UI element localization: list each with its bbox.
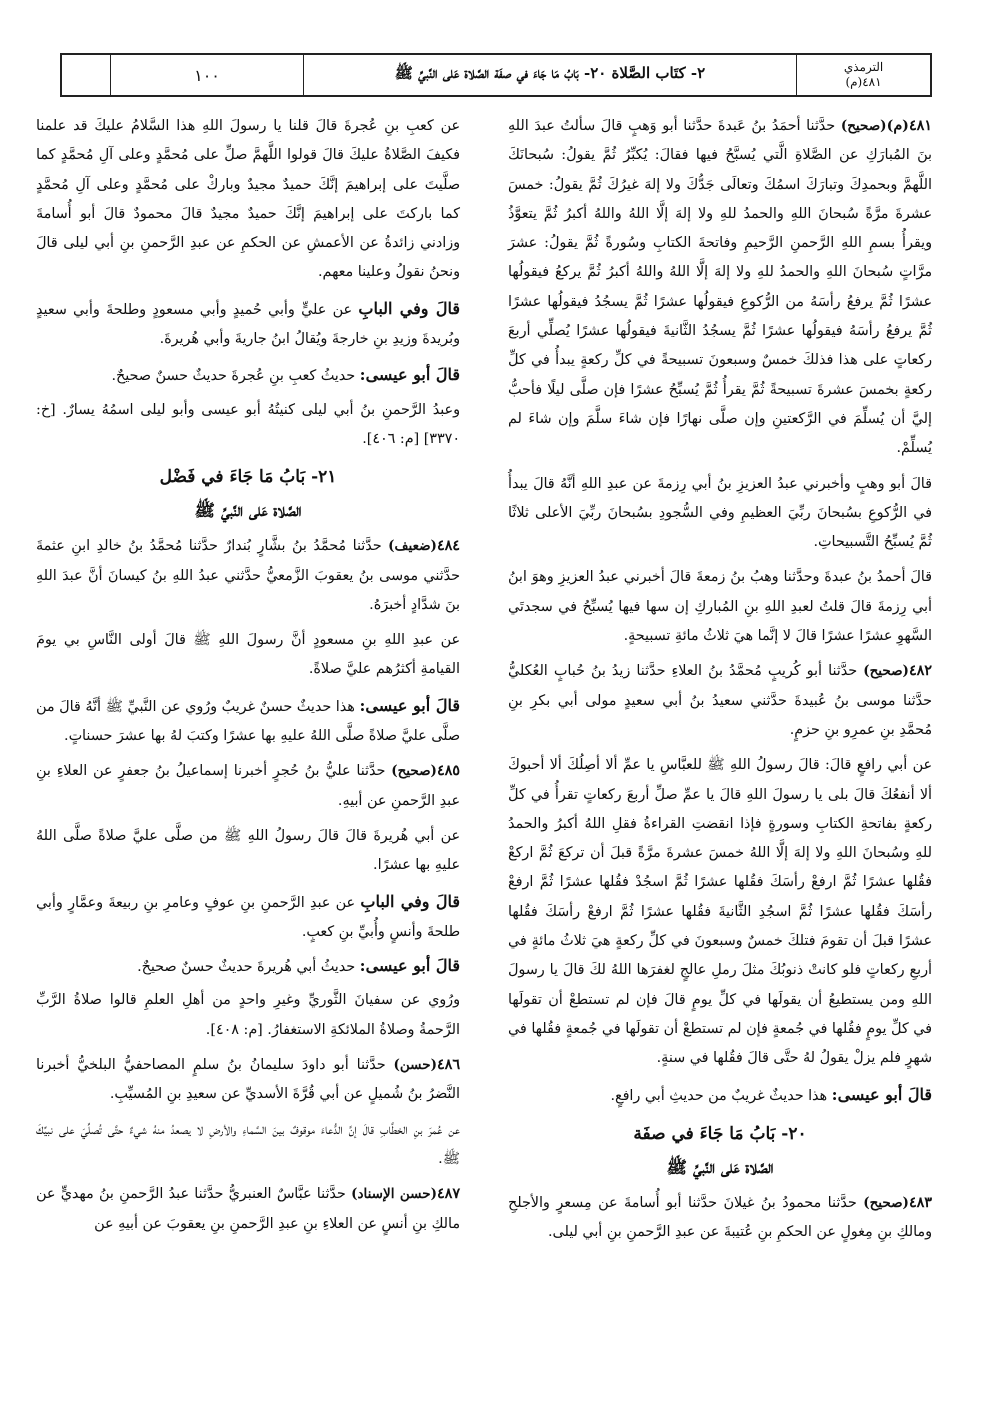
hadith-grade: (صحيح) <box>863 663 909 680</box>
hadith-grade: (ضعيف) <box>388 538 437 555</box>
hadith-number: ٤٨٢ <box>908 663 932 680</box>
hadith-482 <box>508 657 932 745</box>
abu-isa-label: قالَ أبو عيسى: <box>359 695 460 715</box>
abu-isa-label: قالَ أبو عيسى: <box>831 1084 932 1104</box>
chapter-heading-line: ٢٠- بَابُ مَا جَاءَ في صفَة <box>633 1123 807 1144</box>
abu-isa-comment-3 <box>36 951 460 982</box>
abu-isa-text: هذا حديثٌ غريبٌ من حديثِ أبي رافعٍ. <box>610 1087 828 1104</box>
hadith-grade: (صحيح) <box>391 763 437 780</box>
kaab-paragraph: عن كعبِ بنِ عُجرةَ قالَ قلنا يا رسولَ اللهِ هذا السَّلامُ عليكَ قد علمنا فكيفَ الصَّلاةُ عليكَ قالَ قولوا اللَّهمَّ صلِّ على مُحمَّدٍ وعلى آلِ مُحمَّدٍ كما صلَّيتَ على إبراهيمَ إنَّكَ حميدٌ مجيدٌ وباركْ على مُحمَّدٍ وعلى آلِ مُحمَّدٍ كما باركتَ على إبراهيمَ إنَّكَ حميدٌ مجيدٌ قالَ محمودٌ قالَ أبو أُسامةَ وزادني زائدةُ عن الأعمشِ عن الحكمِ عن عبدِ الرَّحمنِ بنِ أبي ليلى قالَ ونحنُ نقولُ وعلينا معهم. <box>36 118 460 281</box>
hadith-number: ٤٨٦ <box>436 1057 461 1074</box>
page-number: ١٠٠ <box>110 55 303 95</box>
bab-label: قالَ وفي البابِ <box>360 891 460 911</box>
hadith-number: ٤٨٤ <box>436 538 460 555</box>
bab-text: عن عليٍّ وأبي حُميدٍ وأبي مسعودٍ وطلحةَ وأبي سعيدٍ وبُريدةَ وزيدِ بنِ خارجةَ ويُقالُ ابنُ جاريةَ وأبي هُريرةَ. <box>36 301 460 348</box>
hadith-483 <box>508 1189 932 1248</box>
hadith-range: ٤٨١(م) <box>845 75 882 89</box>
chapter-heading-line: ٢١- بَابُ مَا جَاءَ في فَضْل <box>159 467 337 488</box>
hadith-484 <box>36 532 460 620</box>
hadith-text: حدَّثنا محمودُ بنُ غيلانَ حدَّثنا أبو أُسامةَ عن مِسعرٍ والأجلحِ ومالكِ بنِ مِغولٍ عن الحكمِ بنِ عُتيبةَ عن عبدِ الرَّحمنِ بنِ أبي ليلى. <box>508 1194 932 1241</box>
umar-paragraph: عن عُمرَ بنِ الخطَّابِ قالَ إنَّ الدُّعاءَ موقوفٌ بينَ السَّماءِ والأرضِ لا يصعدُ منهُ شيءٌ حتَّى تُصلِّيَ على نبيِّكَ ﷺ. <box>36 1121 460 1167</box>
hadith-number: ٤٨٥ <box>436 763 460 780</box>
hadith-481m <box>508 112 932 464</box>
bab-paragraph-2 <box>36 887 460 948</box>
abu-isa-label: قالَ أبو عيسى: <box>359 365 460 385</box>
abu-rafi-paragraph: عن أبي رافعٍ قالَ: قالَ رسولُ اللهِ ﷺ للعبَّاسِ يا عمِّ ألا أصِلُكَ ألا أحبوكَ ألا أنفعُكَ قالَ بلى يا رسولَ اللهِ قالَ يا عمِّ صلِّ أربعَ ركعاتٍ تقرأُ في كلِّ ركعةٍ بفاتحةِ الكتابِ وسورةٍ فإذا انقضتِ القراءةُ فقلِ اللهُ أكبرُ والحمدُ للهِ وسُبحانَ اللهِ ولا إلهَ إلَّا اللهُ خمسَ عشرةَ مرَّةً قبلَ أن تركعَ ثُمَّ اركعْ فقُلها عشرًا ثُمَّ ارفعْ رأسَكَ فقُلها عشرًا ثُمَّ اسجُدْ فقُلها عشرًا ثُمَّ ارفعْ رأسَكَ فقُلها عشرًا ثُمَّ اسجُدِ الثَّانيةَ فقُلها عشرًا ثُمَّ ارفعْ رأسَكَ فقُلها عشرًا قبلَ أن تقومَ فتلكَ خمسٌ وسبعونَ في كلِّ ركعةٍ هيَ ثلاثُ مائةٍ في أربعِ ركعاتٍ فلو كانتْ ذنوبُكَ مثلَ رملِ عالجٍ لغفرَها اللهُ لكَ قالَ يا رسولَ اللهِ ومن يستطيعُ أن يقولَها في كلِّ يومٍ قالَ فإن لم تستطعْ أن تقولَها في كلِّ يومٍ فقُلها في جُمعةٍ فإن لم تستطعْ أن تقولَها في جُمعةٍ فقُلها في شهرٍ فلم يزلْ يقولُ لهُ حتَّى قالَ فقُلها في سنةٍ. <box>508 757 932 1067</box>
hadith-grade: (صحيح) <box>863 1194 909 1211</box>
left-column <box>36 112 460 1243</box>
hadith-grade: (حسن) <box>393 1057 437 1074</box>
header-blank-cell <box>62 55 110 95</box>
bab-text: عن عبدِ الرَّحمنِ بنِ عوفٍ وعامرِ بنِ ربيعةَ وعمَّارٍ وأبي طلحةَ وأنسٍ وأُبيِّ بنِ كعبٍ. <box>36 894 460 940</box>
chapter-heading-line: الصَّلاة عَلى النَّبيِّ ﷺ <box>666 1157 774 1178</box>
hadith-number: ٤٨٣ <box>908 1194 932 1211</box>
chapter-title: ٢- كتَاب الصَّلاة ٢٠- بَابُ مَا جَاءَ في صفَة الصَّلاة عَلى النَّبيِّ ﷺ <box>303 55 796 95</box>
abu-isa-text: هذا حديثٌ حسنٌ غريبٌ ورُوي عن النَّبيِّ ﷺ أنَّهُ قالَ من صلَّى عليَّ صلاةً صلَّى اللهُ عليهِ بها عشرًا وكتبَ لهُ بها عشرَ حسناتٍ. <box>36 698 460 745</box>
hadith-486 <box>36 1051 460 1110</box>
bab-paragraph-1 <box>36 294 460 355</box>
right-column <box>508 112 932 1251</box>
chapter-21-heading <box>36 460 460 528</box>
abu-isa-comment-1 <box>36 360 460 391</box>
abu-isa-text: حديثُ أبي هُريرةَ حديثٌ حسنٌ صحيحٌ. <box>137 959 356 976</box>
ibn-masud-paragraph: عن عبدِ اللهِ بنِ مسعودٍ أنَّ رسولَ اللهِ ﷺ قالَ أولى النَّاسِ بي يومَ القيامةِ أكثرُهم عليَّ صلاةً. <box>36 632 460 678</box>
book-name: الترمذي <box>843 60 884 74</box>
abu-isa-comment <box>508 1080 932 1111</box>
abu-isa-label: قالَ أبو عيسى: <box>359 956 460 976</box>
hadith-text: حدَّثنا عليُّ بنُ حُجرٍ أخبرنا إسماعيلُ بنُ جعفرٍ عن العلاءِ بنِ عبدِ الرَّحمنِ عن أبيهِ. <box>36 763 460 809</box>
hadith-text: حدَّثنا أحمَدُ بنُ عَبدةَ حدَّثنا أبو وَهبٍ قالَ سألتُ عبدَ اللهِ بنَ المُبارَكِ عن الصَّلاةِ الَّتي يُسبَّحُ فيها فقالَ: يُكبِّرُ ثُمَّ يقولُ: سُبحانَكَ اللَّهمَّ وبحمدِكَ وتبارَكَ اسمُكَ وتعالَى جَدُّكَ ولا إلهَ غيرُكَ ثُمَّ يقولُ: خمسَ عشرةَ مرَّةً سُبحانَ اللهِ والحمدُ للهِ ولا إلهَ إلَّا اللهُ واللهُ أكبرُ ثُمَّ يتعوَّذُ ويقرأُ بسمِ اللهِ الرَّحمنِ الرَّحيمِ وفاتحةَ الكتابِ وسُورةً ثُمَّ يقولُ: عشرَ مرَّاتٍ سُبحانَ اللهِ والحمدُ للهِ ولا إلهَ إلَّا اللهُ واللهُ أكبرُ ثُمَّ يركعُ فيقولُها عشرًا ثُمَّ يرفعُ رأسَهُ من الرُّكوعِ فيقولُها عشرًا ثُمَّ يسجُدُ فيقولُها عشرًا ثُمَّ يرفعُ رأسَهُ فيقولُها عشرًا ثُمَّ يسجُدُ الثَّانيةَ فيقولُها عشرًا يُصلِّي أربعَ ركعاتٍ على هذا فذلكَ خمسٌ وسبعونَ تسبيحةً في كلِّ ركعةٍ يبدأُ في كلِّ ركعةٍ بخمسَ عشرةَ تسبيحةً ثُمَّ يقرأُ ثُمَّ يُسبِّحُ عشرًا فإن صلَّى ليلًا فأحبُّ إليَّ أن يُسلِّمَ في الرَّكعتينِ وإن صلَّى نهارًا فإن شاءَ سلَّمَ وإن شاءَ لم يُسلِّمْ. <box>508 118 932 457</box>
page-header <box>60 53 932 97</box>
note-paragraph-2: ورُوي عن سفيانَ الثَّوريِّ وغيرِ واحدٍ من أهلِ العلمِ قالوا صلاةُ الرَّبِّ الرَّحمةُ وصلاةُ الملائكةِ الاستغفارُ. [م: ٤٠٨]. <box>36 992 460 1038</box>
hadith-grade: (حسن الإسناد) <box>351 1186 437 1203</box>
hadith-grade: (صحيح) <box>840 118 887 134</box>
chapter-20-heading <box>508 1117 932 1185</box>
hadith-number: ٤٨١(م) <box>886 118 932 134</box>
hadith-text: حدَّثنا مُحمَّدُ بنُ بشَّارٍ بُندارٌ حدَّثنا مُحمَّدُ بنُ خالدِ ابنِ عثمةَ حدَّثني موسى بنُ يعقوبَ الزَّمعيُّ حدَّثني عبدُ اللهِ بنُ كيسانَ أنَّ عبدَ اللهِ بنَ شدَّادٍ أخبرَهُ. <box>36 538 460 613</box>
abu-hurayra-paragraph: عن أبي هُريرةَ قالَ قالَ رسولُ اللهِ ﷺ من صلَّى عليَّ صلاةً صلَّى اللهُ عليهِ بها عشرًا. <box>36 827 460 874</box>
hadith-text: حدَّثنا عبَّاسٌ العنبريُّ حدَّثنا عبدُ الرَّحمنِ بنُ مهديٍّ عن مالكِ بنِ أنسٍ عن العلاءِ بنِ عبدِ الرَّحمنِ بنِ يعقوبَ عن أبيهِ عن <box>36 1186 460 1232</box>
book-name-cell <box>796 55 930 95</box>
hadith-487 <box>36 1180 460 1239</box>
bab-label: قالَ وفي البابِ <box>358 298 461 318</box>
note-paragraph-1: وعبدُ الرَّحمنِ بنُ أبي ليلى كنيتُهُ أبو عيسى وأبو ليلى اسمُهُ يسارٌ. [خ: ٣٣٧٠] [م: ٤٠٦]. <box>36 401 460 447</box>
chapter-heading-line: الصَّلاة عَلى النَّبيِّ ﷺ <box>194 501 302 522</box>
abu-isa-text: حديثُ كعبِ بنِ عُجرةَ حديثٌ حسنٌ صحيحٌ. <box>111 368 356 385</box>
hadith-485 <box>36 757 460 816</box>
abu-wahb-paragraph: قالَ أبو وهبٍ وأخبرني عبدُ العزيزِ بنُ أبي رِزمةَ عن عبدِ اللهِ أنَّهُ قالَ يبدأُ في الرُّكوعِ بسُبحانَ ربِّيَ العظيمِ وفي السُّجودِ بسُبحانَ ربِّيَ الأعلى ثلاثًا ثُمَّ يُسبِّحُ التَّسبيحاتِ. <box>508 475 932 551</box>
ahmad-paragraph: قالَ أحمدُ بنُ عبدةَ وحدَّثنا وهبُ بنُ زمعةَ قالَ أخبرني عبدُ العزيزِ وهوَ ابنُ أبي رِزمةَ قالَ قلتُ لعبدِ اللهِ بنِ المُباركِ إن سها فيها يُسبِّحُ في سجدتَي السَّهوِ عشرًا عشرًا قالَ لا إنَّما هيَ ثلاثُ مائةِ تسبيحةٍ. <box>508 569 932 645</box>
hadith-text: حدَّثنا أبو داودَ سليمانُ بنُ سلمٍ المصاحفيُّ البلخيُّ أخبرنا النَّضرُ بنُ شُميلٍ عن أبي قُرَّةَ الأسديِّ عن سعيدِ بنِ المُسيِّبِ. <box>36 1057 460 1103</box>
abu-isa-comment-2 <box>36 691 460 752</box>
hadith-number: ٤٨٧ <box>436 1186 461 1203</box>
hadith-text: حدَّثنا أبو كُريبٍ مُحمَّدُ بنُ العلاءِ حدَّثنا زيدُ بنُ حُبابٍ العُكليُّ حدَّثنا موسى بنُ عُبيدةَ حدَّثني سعيدُ بنُ أبي سعيدٍ مولى أبي بكرِ بنِ مُحمَّدِ بنِ عمرِو بنِ حزمٍ. <box>508 663 932 738</box>
